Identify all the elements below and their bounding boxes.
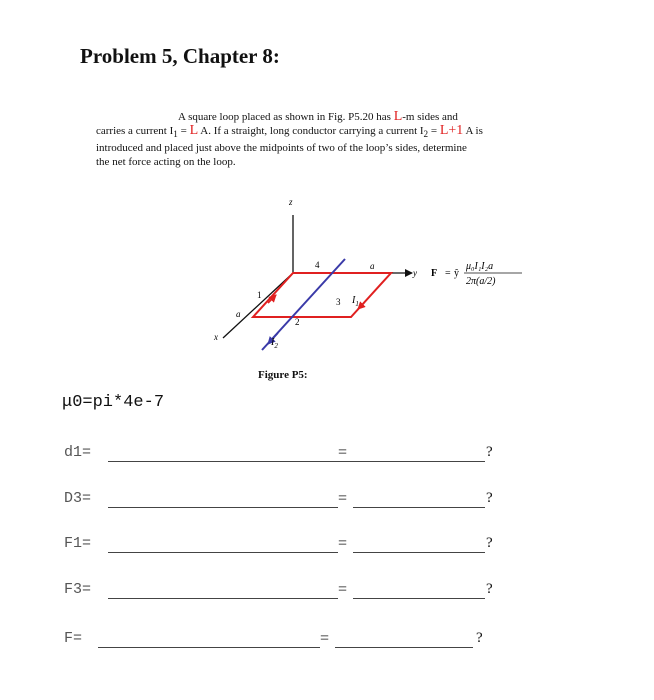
x-label: x xyxy=(214,332,218,342)
z-label: z xyxy=(289,197,293,207)
answer-row-f3 xyxy=(64,581,504,603)
question-mark: ? xyxy=(486,490,493,506)
row-label: F3= xyxy=(64,581,92,598)
question-mark: ? xyxy=(486,581,493,597)
equals-sign: = xyxy=(338,490,348,507)
question-mark: ? xyxy=(486,535,493,551)
current-i2-variable: L+1 xyxy=(439,123,464,138)
loop-figure xyxy=(200,185,560,370)
formula-f: F xyxy=(431,268,438,279)
statement-text: A. If a straight, long conductor carrying a current I xyxy=(198,125,424,137)
current-i2-label xyxy=(270,337,278,350)
side-3-label: 3 xyxy=(336,297,341,307)
expression-blank[interactable] xyxy=(98,647,320,648)
equals-sign: = xyxy=(338,444,348,461)
value-blank[interactable] xyxy=(353,552,485,553)
side-a-label: a xyxy=(236,309,241,319)
current-i1-label xyxy=(351,295,359,308)
subscript: 2 xyxy=(423,129,429,140)
answer-row-f-net xyxy=(64,630,504,652)
current-i2-subscript: 2 xyxy=(274,342,278,350)
statement-text: -m sides and xyxy=(402,111,458,123)
problem-title: Problem 5, Chapter 8: xyxy=(80,44,280,68)
statement-text: = xyxy=(428,125,440,137)
figure-caption: Figure P5: xyxy=(258,369,308,381)
row-label: d1= xyxy=(64,444,92,461)
equals-sign: = xyxy=(320,630,330,647)
formula-denominator: 2π(a/2) xyxy=(466,276,496,287)
current-i1-variable: L xyxy=(189,123,199,138)
value-blank[interactable] xyxy=(353,461,485,462)
current-i1-symbol: I xyxy=(352,295,356,306)
row-label: F= xyxy=(64,630,83,647)
expression-blank[interactable] xyxy=(108,552,338,553)
side-4-label: 4 xyxy=(315,260,320,270)
expression-blank[interactable] xyxy=(108,507,338,508)
statement-text: A square loop placed as shown in Fig. P5.20 has xyxy=(178,111,394,123)
mu0-definition: μ0=pi*4e-7 xyxy=(62,393,165,412)
statement-text: carries a current I xyxy=(96,125,174,137)
answer-row-d1 xyxy=(64,444,504,466)
question-mark: ? xyxy=(486,444,493,460)
answer-row-f1 xyxy=(64,535,504,557)
row-label: D3= xyxy=(64,490,92,507)
statement-text: introduced and placed just above the midpoints of two of the loop’s sides, determine xyxy=(96,142,467,155)
value-blank[interactable] xyxy=(353,507,485,508)
side-2-label: 2 xyxy=(295,317,300,327)
equals-sign: = xyxy=(338,535,348,552)
loop-current-arrow xyxy=(358,303,364,309)
question-mark: ? xyxy=(476,630,483,646)
value-blank[interactable] xyxy=(353,598,485,599)
side-1-label: 1 xyxy=(257,290,262,300)
equals-sign: = xyxy=(338,581,348,598)
current-i2-symbol: I xyxy=(271,337,275,348)
row-label: F1= xyxy=(64,535,92,552)
subscript: 1 xyxy=(173,129,178,140)
statement-text: A is xyxy=(463,125,483,137)
square-loop xyxy=(253,273,391,317)
value-blank[interactable] xyxy=(335,647,473,648)
problem-statement xyxy=(96,110,546,169)
formula-numerator: μ₀I₁I₂a xyxy=(466,261,494,272)
formula-eq: = xyxy=(445,268,451,279)
side-a-label: a xyxy=(370,261,375,271)
current-i1-subscript: 1 xyxy=(355,300,359,308)
statement-text: the net force acting on the loop. xyxy=(96,156,236,169)
statement-text: = xyxy=(177,125,190,137)
answer-row-d3 xyxy=(64,490,504,512)
formula-yhat: ŷ xyxy=(454,268,459,279)
expression-blank[interactable] xyxy=(108,598,338,599)
side-length-variable: L xyxy=(393,109,403,124)
y-label: y xyxy=(413,268,417,278)
